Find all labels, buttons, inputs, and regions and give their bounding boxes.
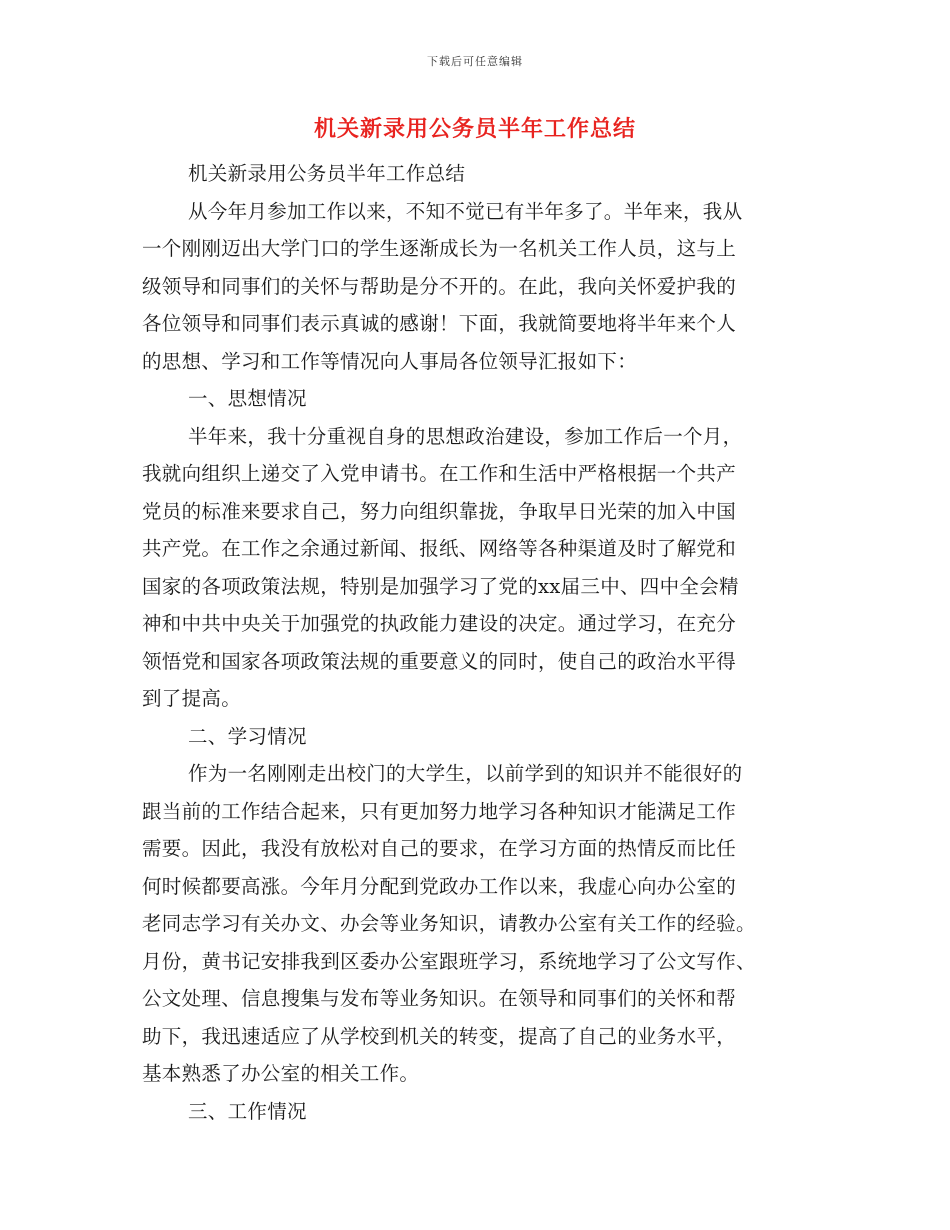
paragraph-line: 我就向组织上递交了入党申请书。在工作和生活中严格根据一个共产 xyxy=(142,462,737,485)
document-body xyxy=(142,155,810,1130)
paragraph-line: 各位领导和同事们表示真诚的感谢！下面，我就简要地将半年来个人 xyxy=(142,312,737,335)
paragraph-line: 月份，黄书记安排我到区委办公室跟班学习，系统地学习了公文写作、 xyxy=(142,949,756,973)
paragraph-line: 老同志学习有关办文、办会等业务知识，请教办公室有关工作的经验。 xyxy=(142,912,756,935)
paragraph-line: 公文处理、信息搜集与发布等业务知识。在领导和同事们的关怀和帮 xyxy=(142,987,737,1010)
header-note: 下载后可任意编辑 xyxy=(427,55,523,68)
paragraph-line: 基本熟悉了办公室的相关工作。 xyxy=(142,1062,420,1085)
paragraph-line: 共产党。在工作之余通过新闻、报纸、网络等各种渠道及时了解党和 xyxy=(142,537,737,560)
paragraph-line: 到了提高。 xyxy=(142,687,242,710)
paragraph-line: 级领导和同事们的关怀与帮助是分不开的。在此，我向关怀爱护我的 xyxy=(142,274,737,298)
section-heading: 三、工作情况 xyxy=(188,1099,307,1123)
paragraph-line: 神和中共中央关于加强党的执政能力建设的决定。通过学习，在充分 xyxy=(142,612,737,635)
paragraph-line: 党员的标准来要求自己，努力向组织靠拢，争取早日光荣的加入中国 xyxy=(142,499,737,523)
paragraph-line: 助下，我迅速适应了从学校到机关的转变，提高了自己的业务水平， xyxy=(142,1024,737,1048)
paragraph-line: 作为一名刚刚走出校门的大学生，以前学到的知识并不能很好的 xyxy=(188,762,743,785)
paragraph-line: 跟当前的工作结合起来，只有更加努力地学习各种知识才能满足工作 xyxy=(142,799,737,823)
paragraph-line: 领悟党和国家各项政策法规的重要意义的同时，使自己的政治水平得 xyxy=(142,649,737,673)
section-heading: 一、思想情况 xyxy=(188,387,307,410)
section-heading: 二、学习情况 xyxy=(188,724,307,748)
paragraph-line: 国家的各项政策法规，特别是加强学习了党的xx届三中、四中全会精 xyxy=(142,574,739,598)
paragraph-line: 半年来，我十分重视自身的思想政治建设，参加工作后一个月， xyxy=(188,424,743,448)
paragraph-line: 从今年月参加工作以来，不知不觉已有半年多了。半年来，我从 xyxy=(188,199,743,223)
paragraph-line: 何时候都要高涨。今年月分配到党政办工作以来，我虚心向办公室的 xyxy=(142,874,737,898)
subtitle-line: 机关新录用公务员半年工作总结 xyxy=(188,162,466,185)
paragraph-line: 一个刚刚迈出大学门口的学生逐渐成长为一名机关工作人员，这与上 xyxy=(142,237,737,260)
document-title: 机关新录用公务员半年工作总结 xyxy=(313,116,636,142)
paragraph-line: 的思想、学习和工作等情况向人事局各位领导汇报如下： xyxy=(142,349,638,373)
paragraph-line: 需要。因此，我没有放松对自己的要求，在学习方面的热情反而比任 xyxy=(142,837,737,860)
